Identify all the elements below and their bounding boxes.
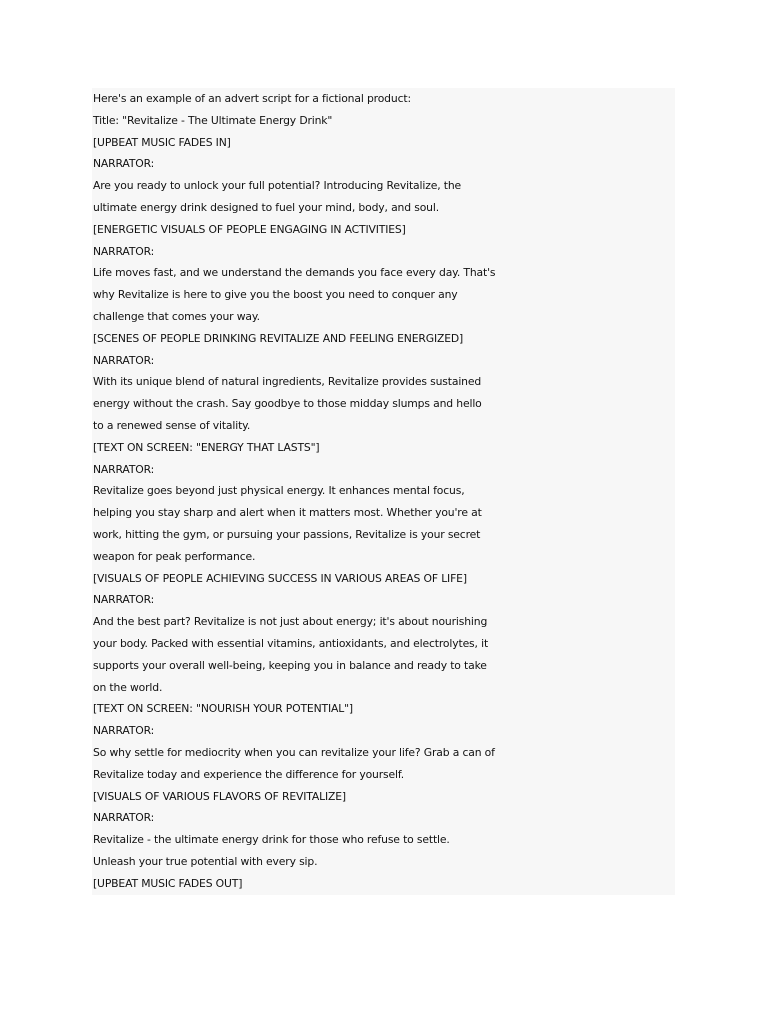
narration-line: Revitalize - the ultimate energy drink for those who refuse to settle. xyxy=(93,833,450,847)
stage-direction: [TEXT ON SCREEN: "ENERGY THAT LASTS"] xyxy=(93,440,320,454)
speaker-label: NARRATOR: xyxy=(93,244,155,258)
narration-line: work, hitting the gym, or pursuing your passions, Revitalize is your secret xyxy=(93,527,481,541)
narration-line: Revitalize goes beyond just physical energy. It enhances mental focus, xyxy=(93,484,465,498)
narration-line: weapon for peak performance. xyxy=(93,549,256,563)
narration-line: to a renewed sense of vitality. xyxy=(93,418,251,432)
stage-direction: [UPBEAT MUSIC FADES OUT] xyxy=(93,876,243,890)
stage-direction: [VISUALS OF VARIOUS FLAVORS OF REVITALIZE] xyxy=(93,789,346,803)
narration-line: why Revitalize is here to give you the boost you need to conquer any xyxy=(93,288,458,302)
stage-direction: [UPBEAT MUSIC FADES IN] xyxy=(93,135,231,149)
stage-direction: [TEXT ON SCREEN: "NOURISH YOUR POTENTIAL"] xyxy=(93,702,353,716)
stage-direction: [VISUALS OF PEOPLE ACHIEVING SUCCESS IN VARIOUS AREAS OF LIFE] xyxy=(93,571,467,585)
stage-direction: [SCENES OF PEOPLE DRINKING REVITALIZE AND FEELING ENERGIZED] xyxy=(93,331,464,345)
narration-line: So why settle for mediocrity when you can revitalize your life? Grab a can of xyxy=(93,745,495,759)
intro-line: Here's an example of an advert script for a fictional product: xyxy=(93,92,411,105)
narration-line: And the best part? Revitalize is not just about energy; it's about nourishing xyxy=(93,615,488,629)
speaker-label: NARRATOR: xyxy=(93,724,155,738)
narration-line: Are you ready to unlock your full potential? Introducing Revitalize, the xyxy=(93,179,462,193)
narration-line: energy without the crash. Say goodbye to those midday slumps and hello xyxy=(93,397,482,411)
speaker-label: NARRATOR: xyxy=(93,157,155,171)
narration-line: With its unique blend of natural ingredients, Revitalize provides sustained xyxy=(93,375,482,389)
title-line: Title: "Revitalize - The Ultimate Energy Drink" xyxy=(93,113,333,127)
narration-line: on the world. xyxy=(93,680,163,694)
narration-line: Life moves fast, and we understand the demands you face every day. That's xyxy=(93,266,496,280)
speaker-label: NARRATOR: xyxy=(93,593,155,607)
narration-line: Unleash your true potential with every sip. xyxy=(93,854,318,868)
speaker-label: NARRATOR: xyxy=(93,353,155,367)
narration-line: ultimate energy drink designed to fuel your mind, body, and soul. xyxy=(93,200,439,214)
stage-direction: [ENERGETIC VISUALS OF PEOPLE ENGAGING IN ACTIVITIES] xyxy=(93,222,406,236)
narration-line: supports your overall well-being, keeping you in balance and ready to take xyxy=(93,658,487,672)
narration-line: helping you stay sharp and alert when it matters most. Whether you're at xyxy=(93,506,482,520)
speaker-label: NARRATOR: xyxy=(93,462,155,476)
narration-line: challenge that comes your way. xyxy=(93,309,260,323)
speaker-label: NARRATOR: xyxy=(93,811,155,825)
narration-line: your body. Packed with essential vitamins, antioxidants, and electrolytes, it xyxy=(93,636,489,650)
narration-line: Revitalize today and experience the difference for yourself. xyxy=(93,767,405,781)
advert-script-text xyxy=(92,88,675,895)
